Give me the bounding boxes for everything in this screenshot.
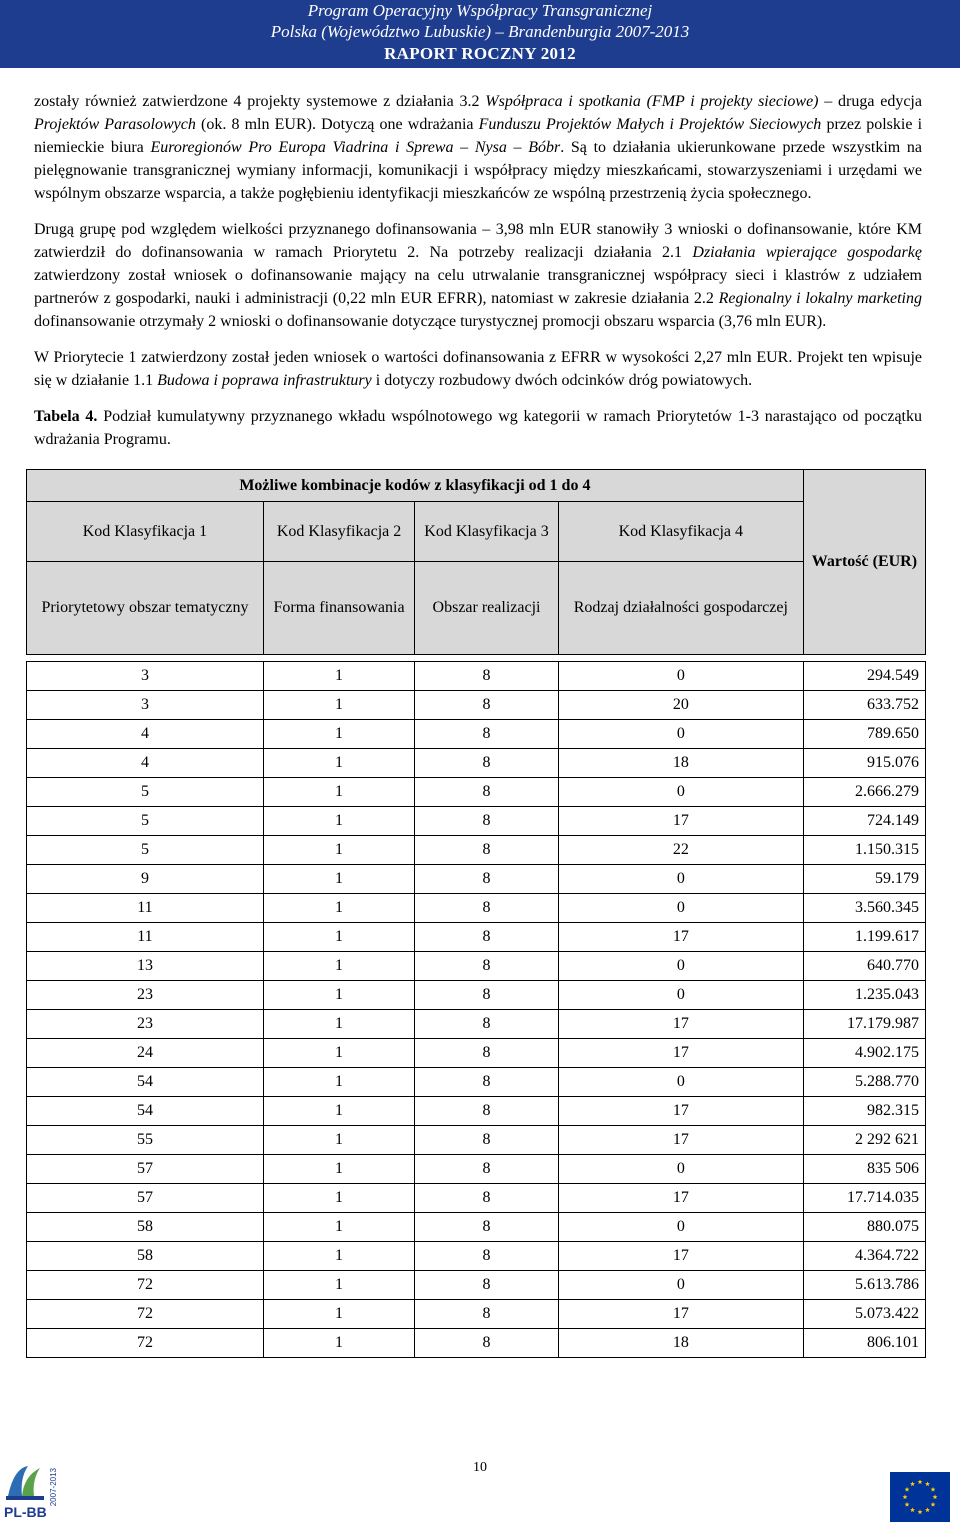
cell-classification-4: 17 [558,923,803,952]
cell-classification-1: 57 [27,1184,264,1213]
cell-classification-2: 1 [263,1271,414,1300]
cell-classification-1: 3 [27,691,264,720]
header-program-title: Program Operacyjny Współpracy Transgranicznej [307,1,653,20]
page-header [0,0,960,68]
table-caption [34,405,922,451]
cell-value: 4.902.175 [803,1039,925,1068]
cell-value: 1.199.617 [803,923,925,952]
cell-classification-3: 8 [415,1039,559,1068]
cell-classification-3: 8 [415,1242,559,1271]
cell-classification-2: 1 [263,952,414,981]
col-subheader-financing-form: Forma finansowania [263,562,414,655]
cell-value: 4.364.722 [803,1242,925,1271]
cell-value: 789.650 [803,720,925,749]
cell-classification-3: 8 [415,1184,559,1213]
cell-classification-2: 1 [263,1184,414,1213]
cell-classification-1: 23 [27,1010,264,1039]
table-row [27,807,926,836]
italic-run: Projektów Parasolowych [34,116,196,133]
cell-value: 724.149 [803,807,925,836]
col-header-classification-4: Kod Klasyfikacja 4 [558,502,803,562]
table-row [27,1039,926,1068]
italic-run: Euroregionów Pro Europa Viadrina i Sprewa – Nysa – Bóbr [150,139,561,156]
cell-classification-3: 8 [415,1300,559,1329]
cell-classification-3: 8 [415,778,559,807]
cell-classification-1: 11 [27,894,264,923]
cell-classification-4: 17 [558,1300,803,1329]
cell-classification-3: 8 [415,662,559,691]
cell-value: 5.613.786 [803,1271,925,1300]
cell-classification-3: 8 [415,749,559,778]
cell-classification-3: 8 [415,1068,559,1097]
paragraph-priority-2 [34,218,922,333]
cell-classification-2: 1 [263,1155,414,1184]
cell-classification-4: 0 [558,778,803,807]
cell-value: 294.549 [803,662,925,691]
header-program-region: Polska (Województwo Lubuskie) – Brandenburgia 2007-2013 [270,22,690,41]
cell-classification-1: 5 [27,807,264,836]
cell-classification-3: 8 [415,923,559,952]
table-row [27,1213,926,1242]
table-row [27,923,926,952]
cell-classification-3: 8 [415,1010,559,1039]
italic-run: Funduszu Projektów Małych i Projektów Sieciowych [478,116,822,133]
table-row [27,1271,926,1300]
header-report-title: RAPORT ROCZNY 2012 [384,44,576,63]
cell-value: 880.075 [803,1213,925,1242]
italic-run: Współpraca i spotkania (FMP i projekty sieciowe) [485,93,819,110]
table-row [27,1329,926,1358]
cell-value: 59.179 [803,865,925,894]
cell-classification-4: 18 [558,749,803,778]
classification-table [26,469,926,1358]
cell-value: 1.235.043 [803,981,925,1010]
cell-classification-4: 17 [558,1097,803,1126]
cell-classification-1: 54 [27,1097,264,1126]
cell-classification-4: 0 [558,1213,803,1242]
cell-classification-3: 8 [415,1155,559,1184]
cell-classification-3: 8 [415,691,559,720]
table-row [27,865,926,894]
cell-classification-1: 55 [27,1126,264,1155]
table-row [27,836,926,865]
cell-classification-3: 8 [415,1126,559,1155]
cell-classification-2: 1 [263,807,414,836]
cell-classification-2: 1 [263,749,414,778]
table-row [27,894,926,923]
cell-classification-2: 1 [263,778,414,807]
cell-classification-1: 4 [27,720,264,749]
cell-classification-4: 0 [558,865,803,894]
cell-classification-4: 0 [558,1068,803,1097]
cell-classification-3: 8 [415,981,559,1010]
cell-value: 835 506 [803,1155,925,1184]
cell-classification-1: 23 [27,981,264,1010]
cell-classification-2: 1 [263,923,414,952]
cell-classification-1: 57 [27,1155,264,1184]
cell-classification-4: 0 [558,720,803,749]
text-run: zatwierdzony został wniosek o dofinansowanie mający na celu utrwalanie transgranicznej współpracy sieci i klastrów z udziałem partnerów z gospodarki, nauki i administracji (0,22 mln EUR EFRR), natomiast w zakresie działania 2.2 [34,267,922,307]
cell-classification-1: 11 [27,923,264,952]
table-row [27,1010,926,1039]
cell-classification-4: 17 [558,807,803,836]
table-row [27,1068,926,1097]
col-header-classification-1: Kod Klasyfikacja 1 [27,502,264,562]
cell-classification-4: 0 [558,1155,803,1184]
cell-classification-4: 18 [558,1329,803,1358]
cell-classification-4: 22 [558,836,803,865]
cell-classification-4: 17 [558,1126,803,1155]
cell-value: 982.315 [803,1097,925,1126]
cell-classification-4: 0 [558,952,803,981]
italic-run: Regionalny i lokalny marketing [718,290,922,307]
table-row [27,1126,926,1155]
cell-classification-2: 1 [263,1097,414,1126]
cell-classification-3: 8 [415,894,559,923]
cell-classification-2: 1 [263,1329,414,1358]
text-run: i dotyczy rozbudowy dwóch odcinków dróg powiatowych. [371,372,753,389]
cell-classification-3: 8 [415,1097,559,1126]
paragraph-priority-1 [34,346,922,392]
text-run: – druga edycja [818,93,922,110]
cell-classification-4: 0 [558,894,803,923]
cell-classification-2: 1 [263,1126,414,1155]
cell-classification-1: 58 [27,1213,264,1242]
cell-value: 5.073.422 [803,1300,925,1329]
cell-value: 915.076 [803,749,925,778]
text-run: W Priorytecie 1 zatwierdzony został jeden wniosek o wartości dofinansowania z EFRR w wysokości 2,27 mln EUR. Projekt ten wpisuje się w działanie 1.1 [34,349,922,389]
col-header-value: Wartość (EUR) [803,470,925,655]
cell-classification-3: 8 [415,720,559,749]
cell-classification-4: 17 [558,1242,803,1271]
cell-classification-2: 1 [263,1039,414,1068]
cell-classification-2: 1 [263,1300,414,1329]
text-run: zostały również zatwierdzone 4 projekty systemowe z działania 3.2 [34,93,486,110]
cell-classification-4: 20 [558,691,803,720]
cell-classification-4: 17 [558,1010,803,1039]
cell-classification-1: 24 [27,1039,264,1068]
eu-flag [890,1472,950,1522]
cell-classification-2: 1 [263,720,414,749]
table-row [27,1300,926,1329]
cell-value: 2 292 621 [803,1126,925,1155]
cell-classification-1: 58 [27,1242,264,1271]
table-row [27,720,926,749]
table-group-header: Możliwe kombinacje kodów z klasyfikacji od 1 do 4 [27,470,804,502]
cell-value: 806.101 [803,1329,925,1358]
cell-classification-3: 8 [415,1213,559,1242]
cell-classification-1: 9 [27,865,264,894]
table-row [27,749,926,778]
cell-value: 633.752 [803,691,925,720]
table-body [27,655,926,1358]
cell-classification-4: 17 [558,1184,803,1213]
text-run: przez polskie i niemieckie biura [34,116,923,156]
cell-classification-1: 72 [27,1300,264,1329]
logo-years: 2007-2013 [49,1468,58,1507]
cell-classification-4: 0 [558,662,803,691]
text-run: dofinansowanie otrzymały 2 wnioski o dofinansowanie dotyczące turystycznej promocji obszaru wsparcia (3,76 mln EUR). [34,313,827,330]
table-caption-text: Podział kumulatywny przyznanego wkładu wspólnotowego wg kategorii w ramach Priorytetów 1-3 narastająco od początku wdrażania Programu. [34,408,922,448]
text-run: . Są to działania ukierunkowane przede wszystkim na pielęgnowanie transgranicznej wymiany informacji, komunikacji i współpracy między mieszkańcami, stowarzyszeniami i urzędami we wspólnym obszarze wsparcia, a także pogłębieniu identyfikacji mieszkańców ze wspólną przestrzenią życia społecznego. [34,139,923,202]
cell-value: 5.288.770 [803,1068,925,1097]
table-row [27,662,926,691]
cell-classification-1: 72 [27,1329,264,1358]
cell-classification-2: 1 [263,865,414,894]
logo-text: PL-BB [4,1504,47,1520]
cell-classification-1: 3 [27,662,264,691]
cell-classification-3: 8 [415,1271,559,1300]
cell-classification-3: 8 [415,952,559,981]
col-subheader-thematic-area: Priorytetowy obszar tematyczny [27,562,264,655]
cell-classification-2: 1 [263,981,414,1010]
table-row [27,1242,926,1271]
italic-run: Działania wpierające gospodarkę [692,244,922,261]
cell-classification-2: 1 [263,1213,414,1242]
cell-classification-2: 1 [263,662,414,691]
eu-flag-icon [890,1472,950,1522]
cell-classification-1: 4 [27,749,264,778]
text-run: Drugą grupę pod względem wielkości przyznanego dofinansowania – 3,98 mln EUR stanowiły 3 wnioski o dofinansowanie, które KM zatwierdził do dofinansowania w ramach Priorytetu 2. Na potrzeby realizacji działania 2.1 [34,221,922,261]
table-spacer-cell [27,655,926,662]
cell-classification-2: 1 [263,1242,414,1271]
cell-value: 3.560.345 [803,894,925,923]
document-body [34,90,922,1358]
cell-classification-1: 54 [27,1068,264,1097]
cell-value: 17.714.035 [803,1184,925,1213]
italic-run: Budowa i poprawa infrastruktury [157,372,372,389]
col-subheader-location: Obszar realizacji [415,562,559,655]
cell-classification-2: 1 [263,1010,414,1039]
table-row [27,778,926,807]
cell-classification-2: 1 [263,894,414,923]
cell-value: 640.770 [803,952,925,981]
table-caption-label: Tabela 4. [34,408,98,425]
table-row [27,952,926,981]
table-row [27,981,926,1010]
cell-value: 1.150.315 [803,836,925,865]
cell-classification-3: 8 [415,1329,559,1358]
cell-classification-2: 1 [263,691,414,720]
col-header-classification-2: Kod Klasyfikacja 2 [263,502,414,562]
cell-classification-4: 17 [558,1039,803,1068]
cell-classification-4: 0 [558,981,803,1010]
col-subheader-economic-activity: Rodzaj działalności gospodarczej [558,562,803,655]
cell-classification-1: 5 [27,778,264,807]
cell-classification-1: 13 [27,952,264,981]
cell-value: 17.179.987 [803,1010,925,1039]
col-header-classification-3: Kod Klasyfikacja 3 [415,502,559,562]
text-run: (ok. 8 mln EUR). Dotyczą one wdrażania [195,116,479,133]
cell-value: 2.666.279 [803,778,925,807]
cell-classification-1: 5 [27,836,264,865]
cell-classification-3: 8 [415,807,559,836]
paragraph-systemic-projects [34,90,922,205]
table-row [27,1184,926,1213]
cell-classification-4: 0 [558,1271,803,1300]
cell-classification-2: 1 [263,836,414,865]
cell-classification-1: 72 [27,1271,264,1300]
cell-classification-3: 8 [415,865,559,894]
cell-classification-2: 1 [263,1068,414,1097]
page-number: 10 [473,1460,487,1475]
cell-classification-3: 8 [415,836,559,865]
table-row [27,1155,926,1184]
table-row [27,691,926,720]
table-row [27,1097,926,1126]
table-spacer-row [27,655,926,662]
